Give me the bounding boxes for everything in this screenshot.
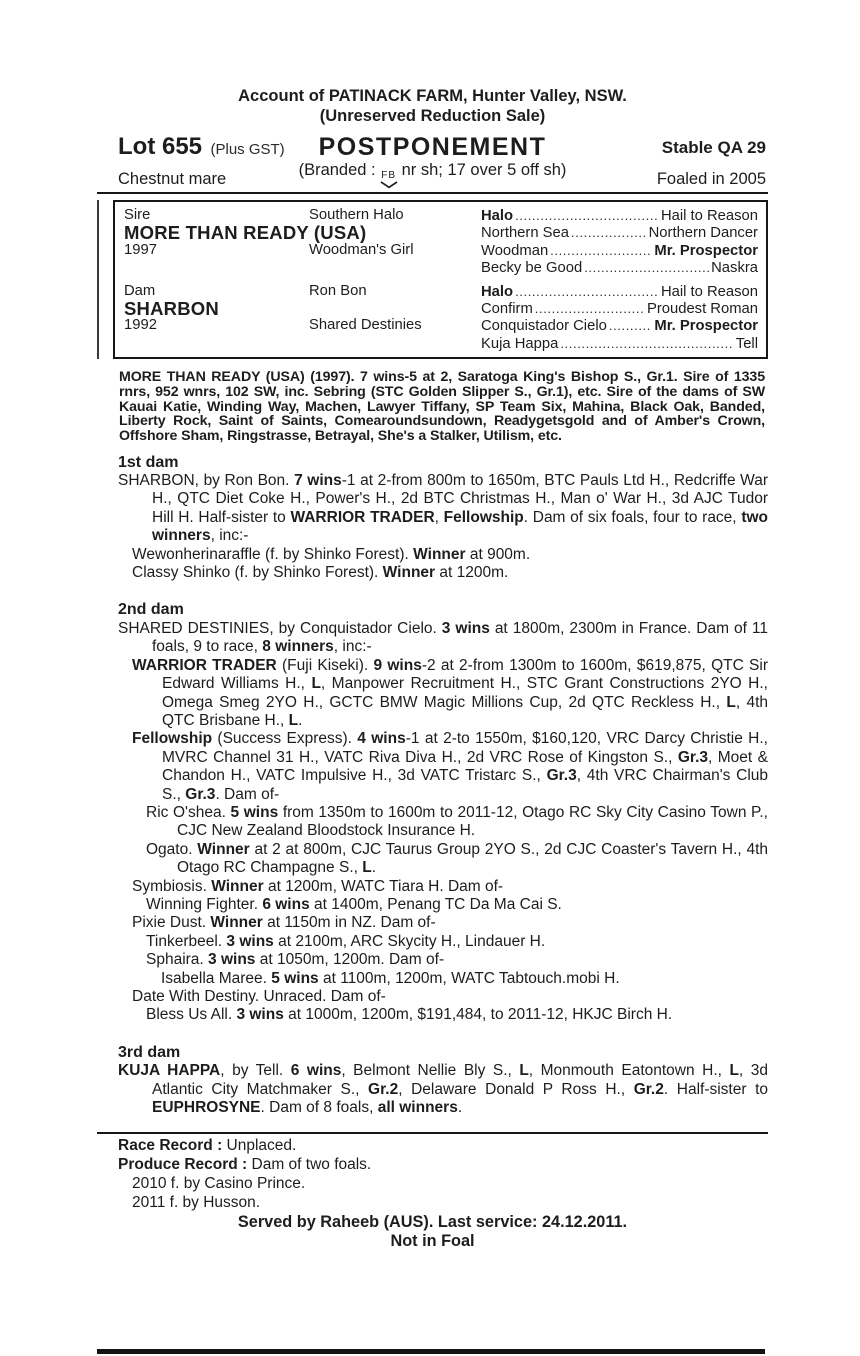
first-dam-foal: Classy Shinko (f. by Shinko Forest). Winner at 1200m. [132, 564, 509, 582]
second-dam-foal: Fellowship (Success Express). 4 wins-1 at 2-to 1550m, $160,120, VRC Darcy Christie H., MVRC Channel 31 H., VATC Riva Diva H., 2d VRC Rose of Kingston S., Gr.3, Moet & Chandon H., VATC Impulsive H., 3d VATC Tristarc S., Gr.3, 4th VRC Chairman's Club S., Gr.3. Dam of- [132, 730, 769, 803]
race-record-line: Race Record : Unplaced. [118, 1137, 297, 1155]
brand-prefix: (Branded : [298, 161, 376, 179]
produce-foal-line: 2010 f. by Casino Prince. [132, 1175, 306, 1193]
sire-grandparents-column [481, 207, 758, 277]
dot-leader [535, 300, 645, 318]
catalogue-page [97, 86, 768, 1252]
pedigree-row: Becky be Good ..... Naskra [481, 259, 758, 276]
dam-sire: Ron Bon [309, 282, 367, 299]
produce-foal-line: 2011 f. by Husson. [132, 1193, 261, 1211]
account-line: Account of PATINACK FARM, Hunter Valley, NSW. [238, 87, 627, 105]
sire-dam: Woodman's Girl [309, 241, 414, 258]
brand-chevron-icon [380, 181, 398, 189]
header-divider [97, 192, 768, 194]
sire-year: 1997 [124, 241, 157, 258]
pedigree-row: Kuja Happa ..... Tell [481, 335, 758, 352]
dot-leader [550, 242, 652, 260]
dot-leader [609, 317, 653, 335]
pedigree-table-wrap [97, 200, 768, 359]
dot-leader [560, 335, 733, 353]
second-dam-heading: 2nd dam [118, 601, 184, 619]
second-dam-grandfoal: Ogato. Winner at 2 at 800m, CJC Taurus Group 2YO S., 2d CJC Coaster's Tavern H., 4th Otago RC Champagne S., L. [146, 840, 768, 877]
dam-year: 1992 [124, 317, 157, 334]
second-dam-grandfoal: Winning Fighter. 6 wins at 1400m, Penang TC Da Ma Cai S. [146, 895, 562, 913]
not-in-foal-line: Not in Foal [390, 1232, 475, 1251]
dam-name: SHARBON [124, 297, 219, 319]
sire-label: Sire [124, 207, 151, 223]
dot-leader [571, 224, 647, 242]
dam-dam: Shared Destinies [309, 317, 422, 334]
third-dam-heading: 3rd dam [118, 1043, 181, 1061]
spacer [309, 224, 481, 241]
first-dam-heading: 1st dam [118, 453, 179, 471]
sire-parents-column [309, 207, 481, 277]
horse-name: POSTPONEMENT [318, 133, 547, 161]
first-dam-foal: Wewonherinaraffle (f. by Shinko Forest). Winner at 900m. [132, 545, 531, 563]
brand-mark-icon [380, 171, 398, 189]
second-dam-grandfoal: Bless Us All. 3 wins at 1000m, 1200m, $191,484, to 2011-12, HKJC Birch H. [146, 1006, 673, 1024]
pedigree-row: Halo ..... Hail to Reason [481, 283, 758, 300]
dot-leader [515, 283, 659, 301]
sire-sire: Southern Halo [309, 207, 404, 223]
first-dam-entry: SHARBON, by Ron Bon. 7 wins-1 at 2-from 800m to 1650m, BTC Pauls Ltd H., Redcriffe War H., QTC Diet Coke H., Power's H., 2d BTC Christmas H., Man o' War H., 3d AJC Tudor Hill H. Half-sister to WARRIOR TRADER, Fellowship. Dam of six foals, four to race, two winners, inc:- [118, 472, 769, 545]
pedigree-row: Northern Sea ..... Northern Dancer [481, 224, 758, 241]
pedigree-row: Halo ..... Hail to Reason [481, 207, 758, 224]
pedigree-row: Woodman ..... Mr. Prospector [481, 242, 758, 259]
produce-record-line: Produce Record : Dam of two foals. [118, 1156, 372, 1174]
second-dam-entry: SHARED DESTINIES, by Conquistador Cielo. 3 wins at 1800m, 2300m in France. Dam of 11 foals, 9 to race, 8 winners, inc:- [118, 619, 768, 656]
sire-summary: MORE THAN READY (USA) (1997). 7 wins-5 at 2, Saratoga King's Bishop S., Gr.1. Sire of 1335 rnrs, 952 wnrs, 102 SW, inc. Sebring (STC Golden Slipper S., Gr.1), etc. Sire of the dams of SW Kauai Katie, Winding Way, Machen, Lawyer Tiffany, SP Team Six, Mahina, Black Oak, Banded, Liberty Rock, Saint of Saints, Comearoundsundown, Readygetsgold and of Amber's Crown, Offshore Sham, Ringstrasse, Betrayal, She's a Stalker, Utilism, etc. [119, 369, 765, 444]
dam-parents-column [309, 283, 481, 353]
foaled-year: Foaled in 2005 [656, 170, 766, 188]
second-dam-foal: Symbiosis. Winner at 1200m, WATC Tiara H. Dam of- [132, 877, 504, 895]
brand-letters: FB [381, 170, 397, 181]
dam-label: Dam [124, 282, 156, 299]
served-by-line: Served by Raheeb (AUS). Last service: 24.12.2011. [237, 1212, 628, 1231]
color-sex: Chestnut mare [118, 170, 227, 188]
spacer [309, 300, 481, 317]
record-divider [97, 1132, 768, 1134]
gst-note: (Plus GST) [210, 141, 285, 158]
brand-suffix: nr sh; 17 over 5 off sh) [401, 161, 567, 179]
stable-number: Stable QA 29 [661, 138, 766, 157]
lot-number: Lot 655 [118, 133, 203, 160]
pedigree-row: Conquistador Cielo ..... Mr. Prospector [481, 317, 758, 334]
sire-name: MORE THAN READY (USA) [124, 222, 367, 244]
description-row [97, 161, 768, 190]
sire-half [124, 207, 758, 277]
dot-leader [584, 259, 709, 277]
lot-row [97, 132, 768, 162]
second-dam-greatgrandfoal: Isabella Maree. 5 wins at 1100m, 1200m, WATC Tabtouch.mobi H. [161, 969, 620, 987]
dot-leader [515, 207, 659, 225]
page-bottom-rule [97, 1349, 765, 1354]
second-dam-grandfoal: Ric O'shea. 5 wins from 1350m to 1600m to 2011-12, Otago RC Sky City Casino Town P., CJC New Zealand Bloodstock Insurance H. [146, 803, 768, 840]
sale-line: (Unreserved Reduction Sale) [319, 107, 546, 125]
second-dam-foal: WARRIOR TRADER (Fuji Kiseki). 9 wins-2 at 2-from 1300m to 1600m, $619,875, QTC Sir Edward Williams H., L, Manpower Recruitment H., STC Grant Constructions 2YO H., Omega Smeg 2YO H., GCTC BMW Magic Millions Cup, 2d QTC Reckless H., L, 4th QTC Brisbane H., L. [132, 656, 768, 729]
pedigree-row: Confirm ..... Proudest Roman [481, 300, 758, 317]
dam-half [124, 283, 758, 353]
second-dam-foal: Pixie Dust. Winner at 1150m in NZ. Dam of- [132, 914, 436, 932]
second-dam-grandfoal: Sphaira. 3 wins at 1050m, 1200m. Dam of- [146, 951, 445, 969]
second-dam-foal: Date With Destiny. Unraced. Dam of- [132, 988, 386, 1006]
second-dam-grandfoal: Tinkerbeel. 3 wins at 2100m, ARC Skycity H., Lindauer H. [146, 932, 546, 950]
third-dam-entry: KUJA HAPPA, by Tell. 6 wins, Belmont Nellie Bly S., L, Monmouth Eatontown H., L, 3d Atlantic City Matchmaker S., Gr.2, Delaware Donald P Ross H., Gr.2. Half-sister to EUPHROSYNE. Dam of 8 foals, all winners. [118, 1062, 769, 1117]
dam-column [124, 283, 309, 353]
pedigree-table [113, 200, 768, 359]
dam-grandparents-column [481, 283, 758, 353]
